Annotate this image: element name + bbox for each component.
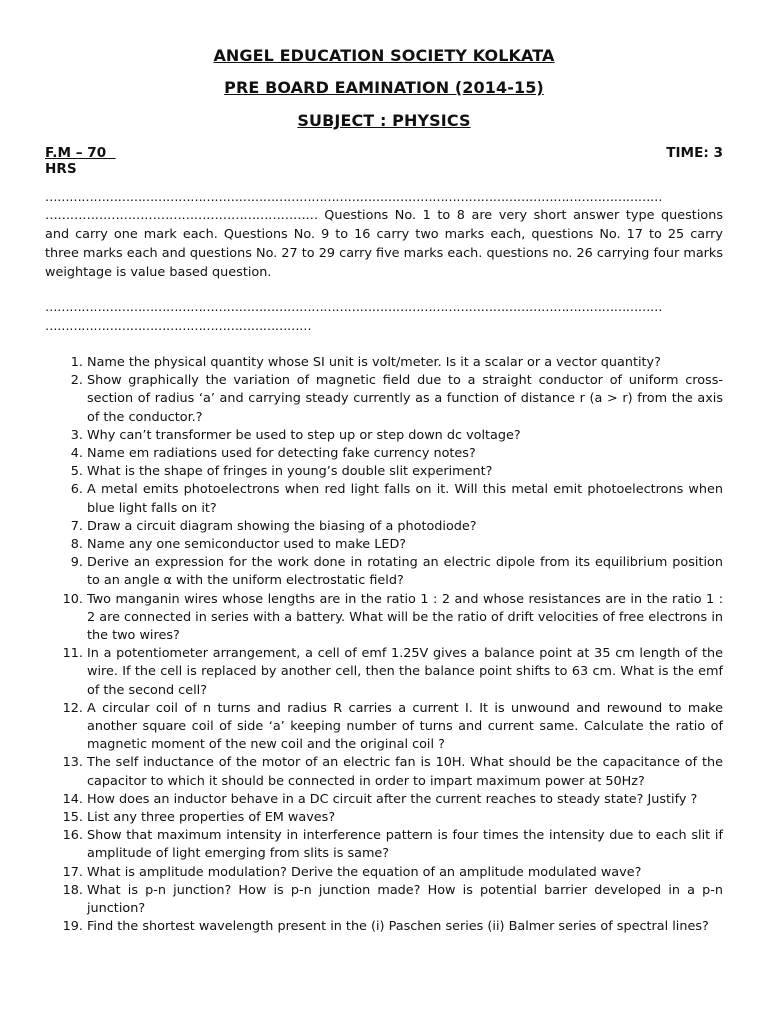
instructions <box>45 187 723 282</box>
school-title: ANGEL EDUCATION SOCIETY KOLKATA <box>213 46 555 65</box>
question-text: A circular coil of n turns and radius R carries a current I. It is unwound and rewound to make another square coil of side ‘a’ keeping number of turns and current same. Calculate the ratio of magnetic moment of the new coil and the original coil ? <box>87 700 723 753</box>
question-item <box>45 700 723 755</box>
question-number: 5. <box>70 464 83 480</box>
question-item <box>45 481 723 517</box>
question-item <box>45 463 723 481</box>
question-number: 9. <box>70 555 83 571</box>
instructions-dots-lead: ………………………………………………………… <box>45 208 318 223</box>
question-item <box>45 809 723 827</box>
question-number: 4. <box>70 446 83 462</box>
question-number: 10. <box>62 591 83 607</box>
question-number: 2. <box>70 373 83 389</box>
question-text: Name the physical quantity whose SI unit is volt/meter. Is it a scalar or a vector quantity? <box>87 355 661 370</box>
question-item <box>45 372 723 427</box>
question-item <box>45 445 723 463</box>
question-number: 18. <box>62 882 83 898</box>
question-item <box>45 554 723 590</box>
question-list <box>45 354 723 937</box>
question-text: What is p-n junction? How is p-n junction made? How is potential barrier developed in a p-n junction? <box>87 882 723 917</box>
question-text: Draw a circuit diagram showing the biasing of a photodiode? <box>87 518 477 534</box>
question-number: 15. <box>62 810 83 826</box>
question-item <box>45 827 723 863</box>
question-number: 8. <box>70 537 83 553</box>
question-number: 16. <box>62 828 83 844</box>
question-item <box>45 882 723 918</box>
exam-paper <box>45 44 723 937</box>
full-marks: F.M – 70 <box>45 145 116 161</box>
question-number: 6. <box>70 482 83 498</box>
question-text: Find the shortest wavelength present in the (i) Paschen series (ii) Balmer series of spectral lines? <box>87 919 709 935</box>
meta-row <box>45 145 723 161</box>
subject-title: SUBJECT : PHYSICS <box>297 111 471 130</box>
question-item <box>45 754 723 790</box>
instructions-dots-line: ……………………………………………………………………………………………………………………………………… <box>45 189 663 204</box>
question-number: 14. <box>62 791 83 807</box>
time-label: TIME: 3 <box>666 145 723 161</box>
question-item <box>45 427 723 445</box>
question-number: 3. <box>70 427 83 443</box>
question-text: A metal emits photoelectrons when red light falls on it. Will this metal emit photoelectrons when blue light falls on it? <box>87 482 723 516</box>
question-text: List any three properties of EM waves? <box>87 810 336 826</box>
question-item <box>45 518 723 536</box>
question-text: Show graphically the variation of magnetic field due to a straight conductor of uniform cross-section of radius ‘a’ and carrying steady currently as a function of distance r (a > r) from the axis of the conductor.? <box>87 373 723 425</box>
question-text: Name em radiations used for detecting fake currency notes? <box>87 446 476 462</box>
instructions-body <box>45 206 723 282</box>
question-text: Derive an expression for the work done in rotating an electric dipole from its equilibrium position to an angle α with the uniform electrostatic field? <box>87 555 723 589</box>
question-item <box>45 918 723 936</box>
question-number: 7. <box>70 518 83 534</box>
hours-label: HRS <box>45 161 77 177</box>
separator-line-1: ……………………………………………………………………………………………………………………………………… <box>45 299 663 314</box>
question-number: 17. <box>62 864 83 880</box>
question-number: 11. <box>62 646 83 662</box>
question-text: Why can’t transformer be used to step up or step down dc voltage? <box>87 427 521 443</box>
question-text: Name any one semiconductor used to make LED? <box>87 537 407 553</box>
instructions-text: Questions No. 1 to 8 are very short answer type questions and carry one mark each. Questions No. 9 to 16 carry two marks each, questions No. 17 to 25 carry three marks each and questions No. 27 to 29 carry five marks each. questions no. 26 carrying four marks weightage is value based question. <box>45 208 723 280</box>
question-number: 13. <box>62 755 83 771</box>
question-item <box>45 536 723 554</box>
question-item <box>45 791 723 809</box>
question-text: How does an inductor behave in a DC circuit after the current reaches to steady state? Justify ? <box>87 791 698 807</box>
question-item <box>45 864 723 882</box>
separator-line-2: ………………………………………………………… <box>45 318 312 333</box>
question-number: 19. <box>62 919 83 935</box>
question-text: What is the shape of fringes in young’s double slit experiment? <box>87 464 493 480</box>
question-text: Two manganin wires whose lengths are in the ratio 1 : 2 and whose resistances are in the ratio 1 : 2 are connected in series with a battery. What will be the ratio of drift velocities of free electrons in the two wires? <box>87 591 723 644</box>
question-text: What is amplitude modulation? Derive the equation of an amplitude modulated wave? <box>87 864 642 880</box>
exam-title: PRE BOARD EAMINATION (2014-15) <box>224 78 544 97</box>
question-number: 1. <box>70 355 83 370</box>
question-text: In a potentiometer arrangement, a cell of emf 1.25V gives a balance point at 35 cm length of the wire. If the cell is replaced by another cell, then the balance point shifts to 63 cm. What is the emf of the second cell? <box>87 646 723 698</box>
question-text: The self inductance of the motor of an electric fan is 10H. What should be the capacitance of the capacitor to which it should be connected in order to impart maximum power at 50Hz? <box>87 755 723 789</box>
question-item <box>45 591 723 646</box>
question-item <box>45 354 723 372</box>
question-text: Show that maximum intensity in interference pattern is four times the intensity due to each slit if amplitude of light emerging from slits is same? <box>87 828 723 862</box>
separator <box>45 297 723 335</box>
question-item <box>45 645 723 700</box>
question-number: 12. <box>62 700 83 716</box>
